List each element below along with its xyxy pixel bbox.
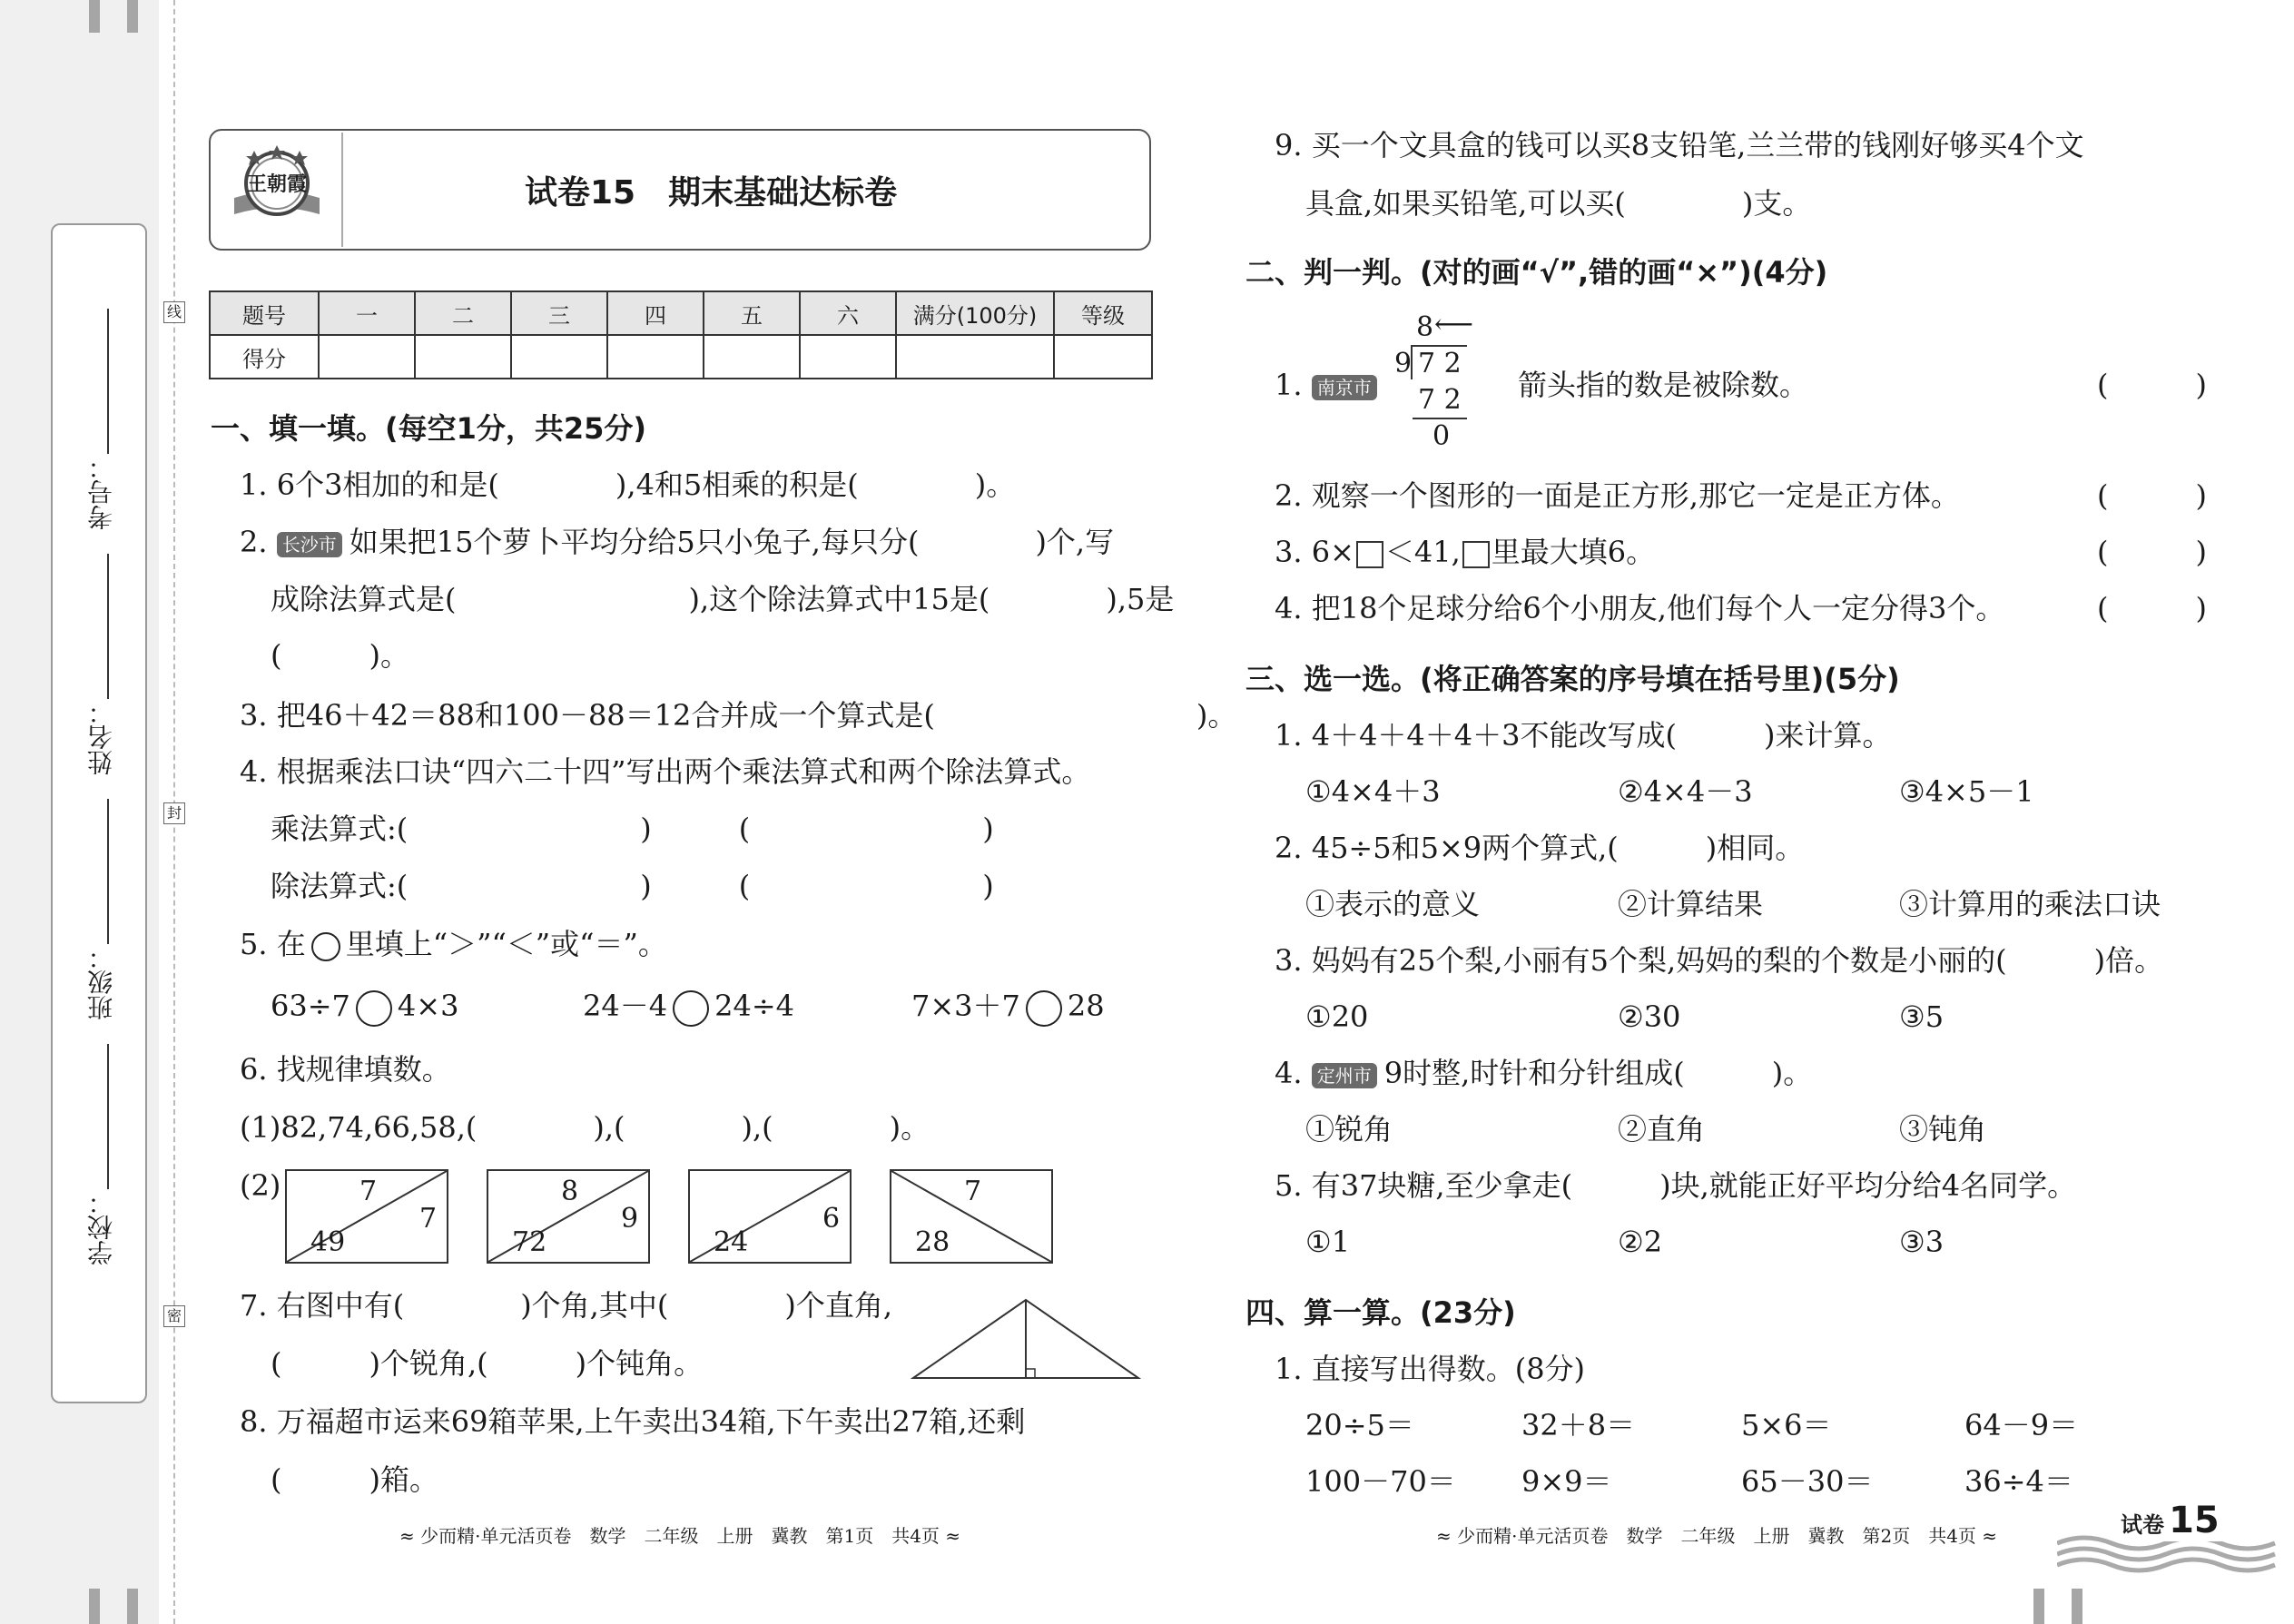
calc-item[interactable]: 20÷5＝ [1305, 1408, 1414, 1442]
question-1-2: 2. 长沙市 如果把15个萝卜平均分给5只小兔子,每只分( )个,写 [240, 525, 1115, 559]
question-1-3: 3. 把46＋42＝88和100－88＝12合并成一个算式是( )。 [240, 698, 1237, 733]
corner-label: 试卷 15 [2115, 1500, 2225, 1541]
choice-option[interactable]: ②4×4－3 [1618, 774, 1753, 809]
choice-2: 2. 45÷5和5×9两个算式,( )相同。 [1275, 831, 1805, 865]
square-box-icon [1356, 541, 1383, 568]
question-1-2-line3: ( )。 [271, 638, 409, 673]
question-1-5: 5. 在 里填上“＞”“＜”或“＝”。 [240, 927, 667, 961]
logo [227, 143, 327, 234]
judge-4: 4. 把18个足球分给6个小朋友,他们每个人一定分得3个。 [1275, 591, 2005, 625]
answer-paren[interactable]: ( ) [2097, 591, 2207, 625]
region-tag: 定州市 [1312, 1063, 1377, 1088]
choice-option[interactable]: ③3 [1899, 1225, 1944, 1259]
compare-circle[interactable] [356, 990, 392, 1027]
margin-mark: 封 [163, 802, 185, 824]
question-1-7-line2: ( )个锐角,( )个钝角。 [271, 1346, 704, 1381]
score-cell[interactable] [511, 335, 607, 379]
judge-1-text: 箭头指的数是被除数。 [1518, 368, 1809, 402]
pattern-box[interactable]: 6 24 [688, 1169, 852, 1264]
score-cell[interactable] [319, 335, 415, 379]
table-header-cell: 一 [319, 291, 415, 335]
question-1-8-line2: ( )箱。 [271, 1462, 438, 1497]
section-2-heading: 二、判一判。(对的画“√”,错的画“×”)(4分) [1245, 255, 1828, 290]
answer-paren[interactable]: ( ) [2097, 368, 2207, 402]
table-header-cell: 六 [800, 291, 896, 335]
question-1-4-divide: 除法算式:( ) ( ) [271, 869, 994, 903]
margin-mark: 线 [163, 301, 185, 323]
judge-1: 1. 南京市 [1275, 367, 1384, 403]
table-header-cell: 二 [415, 291, 511, 335]
pattern-box: 7 7 49 [285, 1169, 448, 1264]
crop-mark [127, 0, 138, 33]
score-cell[interactable] [1054, 335, 1152, 379]
table-header-cell: 等级 [1054, 291, 1152, 335]
question-1-9: 9. 买一个文具盒的钱可以买8支铅笔,兰兰带的钱刚好够买4个文 [1275, 128, 2084, 162]
exam-number-label: 考号： [86, 454, 116, 530]
arrow-icon: ⟵ [1434, 309, 1474, 340]
choice-option[interactable]: ①表示的意义 [1305, 887, 1481, 921]
triangle-figure [908, 1293, 1144, 1383]
question-1-2-line2: 成除法算式是( ),这个除法算式中15是( ),5是 [271, 582, 1175, 616]
class-line[interactable] [107, 799, 109, 944]
section-3-heading: 三、选一选。(将正确答案的序号填在括号里)(5分) [1245, 662, 1900, 696]
page-title: 试卷15 期末基础达标卷 [525, 174, 898, 212]
choice-option[interactable]: ③4×5－1 [1899, 774, 2034, 809]
exam-number-line[interactable] [107, 309, 109, 454]
calc-title: 1. 直接写出得数。(8分) [1275, 1352, 1586, 1386]
choice-option[interactable]: ②2 [1618, 1225, 1663, 1259]
calc-item[interactable]: 9×9＝ [1521, 1464, 1612, 1499]
question-1-4-multiply: 乘法算式:( ) ( ) [271, 812, 994, 846]
choice-1: 1. 4＋4＋4＋4＋3不能改写成( )来计算。 [1275, 718, 1892, 753]
choice-4: 4. 定州市 9时整,时针和分针组成( )。 [1275, 1056, 1813, 1090]
crop-mark [2033, 1589, 2044, 1624]
choice-option[interactable]: ①锐角 [1305, 1112, 1393, 1147]
judge-2: 2. 观察一个图形的一面是正方形,那它一定是正方体。 [1275, 478, 1960, 513]
calc-item[interactable]: 32＋8＝ [1521, 1408, 1636, 1442]
question-1-7: 7. 右图中有( )个角,其中( )个直角, [240, 1288, 892, 1323]
logo-text: 王朝霞 [247, 172, 308, 196]
pattern-box[interactable]: 7 28 [890, 1169, 1053, 1264]
pattern-box: 8 9 72 [487, 1169, 650, 1264]
choice-option[interactable]: ②直角 [1618, 1112, 1706, 1147]
score-cell[interactable] [607, 335, 704, 379]
score-cell[interactable] [896, 335, 1054, 379]
score-table [209, 290, 1153, 379]
question-1-6-1: (1)82,74,66,58,( ),( ),( )。 [240, 1110, 930, 1145]
score-cell[interactable] [415, 335, 511, 379]
table-header-cell: 五 [704, 291, 800, 335]
question-1-6-2: (2) [240, 1168, 281, 1203]
question-1-4: 4. 根据乘法口诀“四六二十四”写出两个乘法算式和两个除法算式。 [240, 754, 1091, 789]
table-row-label: 得分 [210, 335, 319, 379]
crop-mark [89, 1589, 100, 1624]
calc-item[interactable]: 36÷4＝ [1964, 1464, 2073, 1499]
section-4-heading: 四、算一算。(23分) [1245, 1295, 1516, 1330]
school-line[interactable] [107, 1044, 109, 1189]
calc-item[interactable]: 5×6＝ [1741, 1408, 1832, 1442]
choice-option[interactable]: ③钝角 [1899, 1112, 1987, 1147]
choice-option[interactable]: ①1 [1305, 1225, 1351, 1259]
choice-option[interactable]: ①20 [1305, 999, 1369, 1034]
choice-option[interactable]: ③5 [1899, 999, 1944, 1034]
crop-mark [2072, 1589, 2082, 1624]
choice-option[interactable]: ②计算结果 [1618, 887, 1764, 921]
name-label: 姓名： [86, 699, 116, 775]
region-tag: 长沙市 [277, 532, 342, 557]
compare-item: 24－4 24÷4 [583, 988, 794, 1027]
table-header-cell: 满分(100分) [896, 291, 1054, 335]
choice-option[interactable]: ①4×4＋3 [1305, 774, 1441, 809]
compare-circle-icon [311, 932, 340, 961]
choice-3: 3. 妈妈有25个梨,小丽有5个梨,妈妈的梨的个数是小丽的( )倍。 [1275, 943, 2164, 978]
compare-item: 7×3＋7 28 [911, 988, 1105, 1027]
judge-3: 3. 6× ＜41, 里最大填6。 [1275, 535, 1656, 569]
answer-paren[interactable]: ( ) [2097, 478, 2207, 513]
question-1-6: 6. 找规律填数。 [240, 1052, 451, 1087]
header-divider [341, 133, 343, 247]
margin-mark: 密 [163, 1305, 185, 1327]
class-label: 班级： [86, 944, 116, 1020]
name-line[interactable] [107, 554, 109, 699]
crop-mark [127, 1589, 138, 1624]
school-label: 学校： [86, 1189, 116, 1265]
calc-item[interactable]: 100－70＝ [1305, 1464, 1456, 1499]
calc-item[interactable]: 65－30＝ [1741, 1464, 1874, 1499]
crop-mark [89, 0, 100, 33]
region-tag: 南京市 [1312, 375, 1377, 400]
choice-option[interactable]: ②30 [1618, 999, 1681, 1034]
question-1-1: 1. 6个3相加的和是( ),4和5相乘的积是( )。 [240, 468, 1016, 502]
question-1-9-line2: 具盒,如果买铅笔,可以买( )支。 [1305, 186, 1812, 221]
square-box-icon [1462, 541, 1490, 568]
compare-circle[interactable] [1026, 990, 1062, 1027]
compare-circle[interactable] [673, 990, 709, 1027]
page-footer-left: ≈ 少而精·单元活页卷 数学 二年级 上册 冀教 第1页 共4页 ≈ [399, 1525, 961, 1547]
page-footer-right: ≈ 少而精·单元活页卷 数学 二年级 上册 冀教 第2页 共4页 ≈ [1436, 1525, 1998, 1547]
choice-5: 5. 有37块糖,至少拿走( )块,就能正好平均分给4名同学。 [1275, 1168, 2077, 1203]
score-cell[interactable] [800, 335, 896, 379]
table-header-cell: 四 [607, 291, 704, 335]
score-cell[interactable] [704, 335, 800, 379]
table-header-cell: 三 [511, 291, 607, 335]
section-1-heading: 一、填一填。(每空1分，共25分) [211, 411, 647, 446]
choice-option[interactable]: ③计算用的乘法口诀 [1899, 887, 2161, 921]
answer-paren[interactable]: ( ) [2097, 535, 2207, 569]
calc-item[interactable]: 64－9＝ [1964, 1408, 2079, 1442]
long-division: 8 ⟵ 9 7 2 7 2 0 [1394, 309, 1474, 452]
table-header-cell: 题号 [210, 291, 319, 335]
question-1-8: 8. 万福超市运来69箱苹果,上午卖出34箱,下午卖出27箱,还剩 [240, 1404, 1026, 1439]
compare-item: 63÷7 4×3 [271, 988, 458, 1027]
